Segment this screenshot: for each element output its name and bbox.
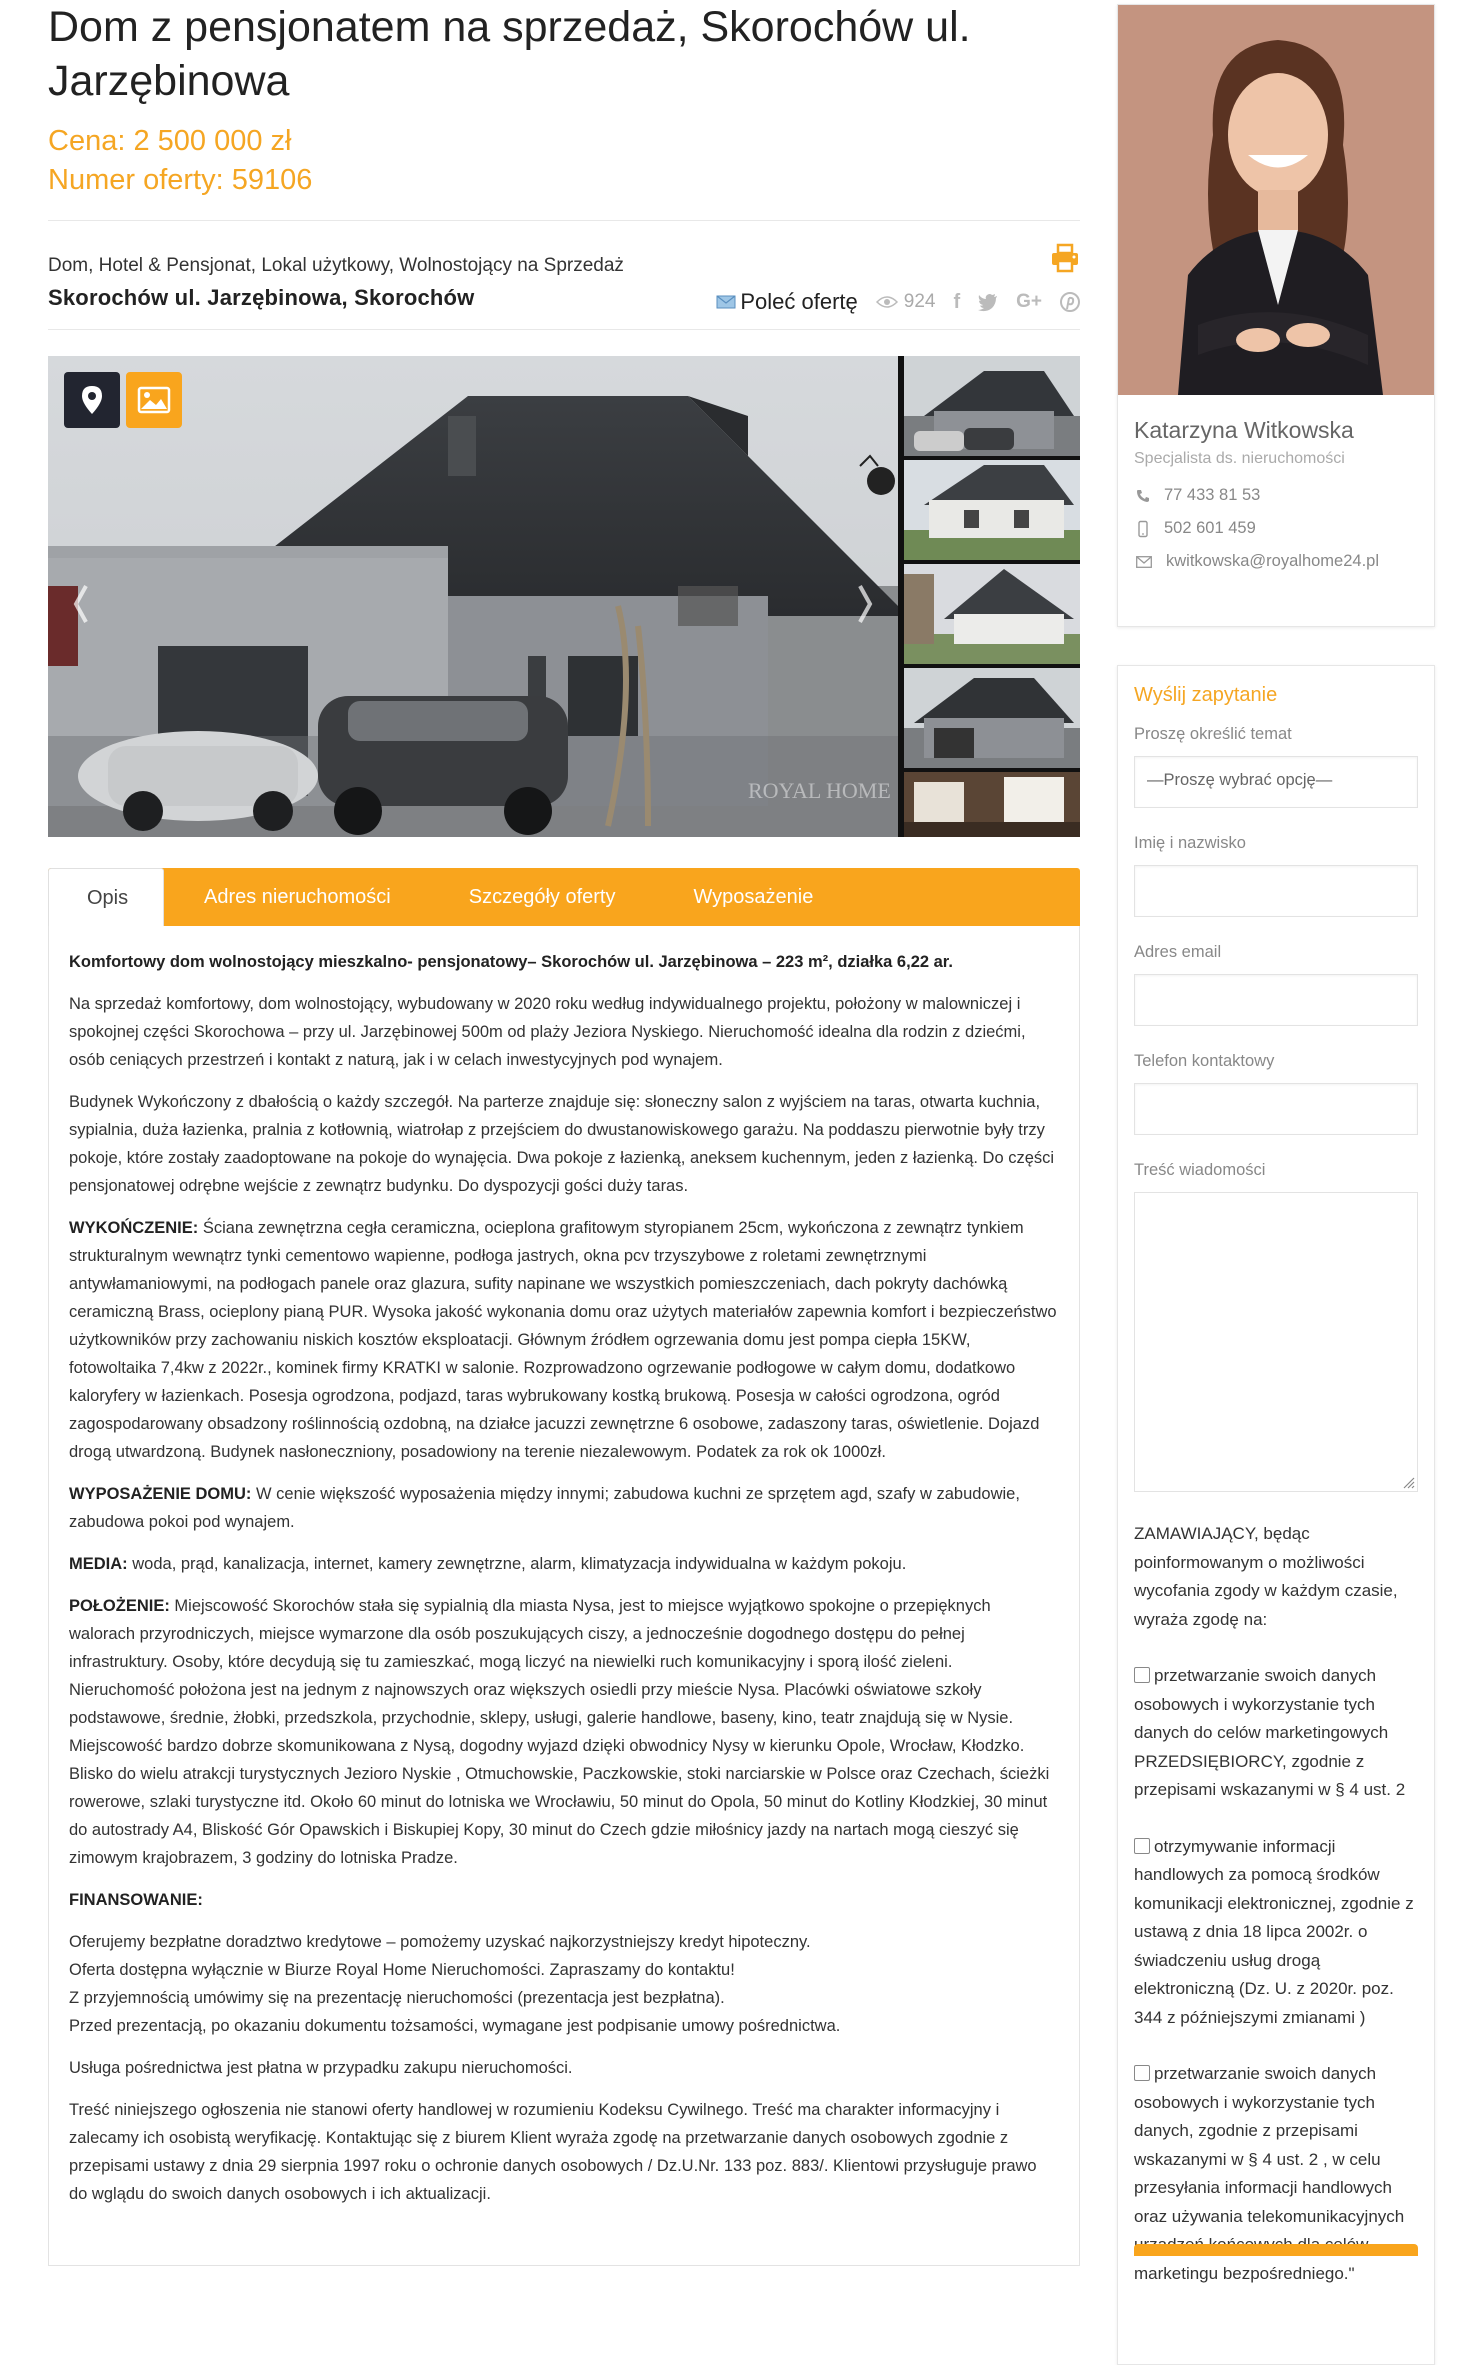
message-textarea[interactable]	[1134, 1192, 1418, 1492]
resize-handle-icon[interactable]	[1401, 1475, 1415, 1489]
message-label: Treść wiadomości	[1134, 1161, 1266, 1179]
agent-mobile-row[interactable]	[1136, 519, 1434, 538]
agent-role: Specjalista ds. nieruchomości	[1134, 450, 1345, 467]
main-photo[interactable]	[48, 356, 898, 837]
email-icon	[1136, 556, 1152, 568]
tab-details[interactable]: Szczegóły oferty	[468, 886, 616, 908]
send-button[interactable]	[1134, 2244, 1418, 2256]
recommend-offer-link[interactable]	[716, 289, 857, 315]
agent-phone: 77 433 81 53	[1164, 486, 1261, 504]
description-paragraph: Na sprzedaż komfortowy, dom wolnostojący, wybudowany w 2020 roku według indywidualnego projektu, położony w malowniczej i spokojnej części Skorochowa – przy ul. Jarzębinowej 500m od plaży Jeziora Nyskiego. Nieruchomość idealna dla rodzin z dziećmi, osób ceniących przestrzeń i kontakt z naturą, jak i w celach inwestycyjnych pod wynajem.	[69, 995, 1026, 1069]
email-input[interactable]	[1134, 974, 1418, 1026]
price: Cena: 2 500 000 zł	[48, 125, 292, 157]
disclaimer-paragraph: Treść niniejszego ogłoszenia nie stanowi oferty handlowej w rozumieniu Kodeksu Cywilnego. Treść ma charakter informacyjny i zalecamy ich osobistą weryfikację. Kontaktując się z biurem Klient wyraża zgodę na przetwarzanie danych osobowych zgodnie z przepisami ustawy z dnia 29 sierpnia 1997 roku o ochronie danych osobowych / Dz.U.Nr. 133 poz. 883/. Klientowi przysługuje prawo do wglądu do swoich danych osobowych i ich aktualizacji.	[69, 2101, 1037, 2203]
finance-label: FINANSOWANIE:	[69, 1891, 203, 1909]
media-label: MEDIA:	[69, 1555, 128, 1573]
form-title: Wyślij zapytanie	[1134, 684, 1278, 706]
thumbnail[interactable]	[904, 668, 1080, 768]
equipment-paragraph	[69, 1480, 1059, 1536]
finish-text: Ściana zewnętrzna cegła ceramiczna, ocieplona grafitowym styropianem 25cm, wykończona z zewnątrz tynkiem strukturalnym wewnątrz tynki cementowo wapienne, podłoga jastrych, okna pcv trzyszybowe z roletami zewnętrznymi antywłamaniowymi, na podłogach panele oraz glazura, sufity napinane we wszystkich pomieszczeniach, dach pokryty dachówką ceramiczną Brass, ocieplony pianą PUR. Wysoka jakość wykonania domu oraz użytych materiałów zapewnia komfort i bezpieczeństwo użytkowników przy zachowaniu niskich kosztów eksploatacji. Głównym źródłem ogrzewania domu jest pompa ciepła 15KW, fotowoltaika 7,4kw z 2022r., kominek firmy KRATKI w salonie. Rozprowadzono ogrzewanie podłogowe w całym domu, dodatkowo kaloryfery w łazienkach. Posesja ogrodzona, podjazd, taras wybrukowany kostką brukową. Posesja w całości ogrodzona, ogród zagospodarowany obsadzony roślinnością ozdobną, na działce jacuzzi zewnętrzne 6 osobowe, zadaszony taras, oświetlenie. Dojazd drogą utwardzoną. Budynek nasłoneczniony, posadowiony na terenie niezalewowym. Podatek za rok ok 1000zł.	[69, 1219, 1057, 1461]
printer-icon[interactable]	[1050, 243, 1080, 273]
image-icon[interactable]	[126, 372, 182, 428]
photo-gallery[interactable]	[48, 356, 1080, 837]
watermark: ROYAL HOME	[748, 778, 891, 803]
location-text: Miejscowość Skorochów stała się sypialnią dla miasta Nysa, jest to miejsce wyjątkowo spokojne o przepięknych walorach przyrodniczych, miejsce wymarzone dla osób poszukujących ciszy, a jednocześnie dogodnego dostępu do pełnej infrastruktury. Osoby, które decydują się tu zamieszkać, mogą liczyć na niewielki ruch komunikacyjny i sporą ilość zieleni. Nieruchomość położona jest na jednym z najnowszych oraz większych osiedli przy mieście Nysa. Placówki oświatowe szkoły podstawowe, średnie, żłobki, przedszkola, przychodnie, sklepy, usługi, galerie handlowe, baseny, kino, teatr znajdują się w Nysie. Miejscowość bardzo dobrze skomunikowana z Nysą, dogodny wyjazd dzięki obwodnicy Nysy w kierunku Opole, Wrocław, Kłodzko. Blisko do wielu atrakcji turystycznych Jezioro Nyskie , Otmuchowskie, Paczkowskie, stoki narciarskie w Polsce oraz Czechach, ścieżki rowerowe, szlaki turystyczne itd. Około 60 minut do lotniska we Wrocławiu, 50 minut do Opola, 50 minut do Kotliny Kłodzkiej, 30 minut do autostrady A4, Bliskość Gór Opawskich i Biskupiej Kopy, 30 minut do Czech gdzie miłośnicy jazdy na nartach mogą cieszyć się zimowym krajobrazem, 3 godziny do lotniska Pradze.	[69, 1597, 1050, 1867]
map-pin-icon[interactable]	[64, 372, 120, 428]
location-label: POŁOŻENIE:	[69, 1597, 170, 1615]
property-types: Dom, Hotel & Pensjonat, Lokal użytkowy, Wolnostojący na Sprzedaż	[48, 255, 624, 276]
tab-bar	[48, 868, 1080, 926]
agent-photo	[1118, 5, 1434, 395]
recommend-label: Poleć ofertę	[740, 289, 858, 314]
finance-line: Z przyjemnością umówimy się na prezentację nieruchomości (prezentacja jest bezpłatna).	[69, 1989, 725, 2007]
phone-input[interactable]	[1134, 1083, 1418, 1135]
divider	[48, 220, 1080, 221]
share-bar	[716, 289, 1080, 315]
inquiry-form	[1117, 665, 1435, 2365]
views-number: 924	[903, 291, 936, 312]
name-label: Imię i nazwisko	[1134, 834, 1246, 852]
view-count	[876, 291, 936, 313]
divider	[48, 329, 1080, 330]
google-plus-icon[interactable]: G+	[1016, 291, 1042, 312]
tab-address[interactable]: Adres nieruchomości	[204, 886, 391, 908]
consent-text: przetwarzanie swoich danych osobowych i wykorzystanie tych danych, zgodnie z przepisami wskazanymi w § 4 ust. 2 , w celu przesyłania informacji handlowych oraz używania telekomunikacyjnych marketingu bezpośredniego."	[1134, 2064, 1405, 2283]
thumbnail[interactable]	[904, 772, 1080, 837]
envelope-icon	[716, 294, 736, 310]
finance-line: Oferta dostępna wyłącznie w Biurze Royal Home Nieruchomości. Zapraszamy do kontaktu!	[69, 1961, 735, 1979]
listing-meta	[48, 235, 1080, 329]
equipment-label: WYPOSAŻENIE DOMU:	[69, 1485, 252, 1503]
description-paragraph: Budynek Wykończony z dbałością o każdy szczegół. Na parterze znajduje się: słoneczny salon z wyjściem na taras, otwarta kuchnia, sypialnia, duża łazienka, pralnia z kotłownią, wiatrołap z przejściem do dwustanowiskowego garażu. Na poddaszu pierwotnie były trzy pokoje, które zostały zaadoptowane na pokoje do wynajęcia. Dwa pokoje z łazienką, aneksem kuchennym, jeden z łazienką. Do części pensjonatowej odrębne wejście z zewnątrz budynku. Do dyspozycji gości duży taras.	[69, 1093, 1055, 1195]
fee-paragraph: Usługa pośrednictwa jest płatna w przypadku zakupu nieruchomości.	[69, 2059, 573, 2077]
finance-line: Oferujemy bezpłatne doradztwo kredytowe – pomożemy uzyskać najkorzystniejszy kredyt hipoteczny.	[69, 1933, 811, 1951]
consent-checkbox[interactable]	[1134, 1838, 1150, 1854]
email-label: Adres email	[1134, 943, 1222, 961]
consent-option-1	[1134, 1662, 1418, 1805]
property-address: Skorochów ul. Jarzębinowa, Skorochów	[48, 285, 475, 310]
phone-icon	[1136, 489, 1150, 503]
offer-number: Numer oferty: 59106	[48, 164, 313, 196]
tab-description[interactable]: Opis	[48, 868, 164, 926]
consent-checkbox[interactable]	[1134, 2065, 1150, 2081]
consent-text: przetwarzanie swoich danych osobowych i wykorzystanie tych danych do celów marketingowych PRZEDSIĘBIORCY, zgodnie z przepisami wskazanymi w § 4 ust. 2	[1134, 1666, 1406, 1799]
facebook-icon[interactable]: f	[953, 290, 961, 313]
name-input[interactable]	[1134, 865, 1418, 917]
twitter-icon[interactable]	[978, 294, 998, 311]
agent-phone-row[interactable]	[1136, 486, 1434, 505]
equipment-text: W cenie większość wyposażenia między innymi; zabudowa kuchni ze sprzętem agd, szafy w zabudowie, zabudowa pokoi pod wynajem.	[69, 1485, 1020, 1531]
finance-paragraph	[69, 1928, 1059, 2040]
tab-equipment[interactable]: Wyposażenie	[693, 886, 814, 908]
consent-intro: ZAMAWIAJĄCY, będąc poinformowanym o możliwości wycofania zgody w każdym czasie, wyraża zgodę na:	[1134, 1524, 1398, 1629]
thumbnail[interactable]	[904, 356, 1080, 456]
agent-name: Katarzyna Witkowska	[1134, 417, 1354, 443]
media-text: woda, prąd, kanalizacja, internet, kamery zewnętrzne, alarm, klimatyzacja indywidualna w każdym pokoju.	[127, 1555, 907, 1573]
thumbnail[interactable]	[904, 460, 1080, 560]
thumbnail[interactable]	[904, 564, 1080, 664]
agent-email-row[interactable]	[1136, 552, 1434, 571]
agent-email: kwitkowska@royalhome24.pl	[1166, 552, 1380, 570]
description-panel	[48, 926, 1080, 2266]
consent-text: otrzymywanie informacji handlowych za pomocą środków komunikacji elektronicznej, zgodnie z ustawą z dnia 18 lipca 2002r. o świadczeniu usług drogą elektroniczną (Dz. U. z 2020r. poz. 344 z późniejszymi zmianami )	[1134, 1836, 1414, 2027]
thumbnail-strip	[904, 356, 1080, 837]
price-block	[48, 122, 1080, 200]
subject-label: Proszę określić temat	[1134, 725, 1292, 743]
finance-line: Przed prezentacją, po okazaniu dokumentu tożsamości, wymagane jest podpisanie umowy pośrednictwa.	[69, 2017, 841, 2035]
sidebar	[1117, 4, 1435, 2365]
eye-icon	[876, 295, 898, 309]
consent-option-2	[1134, 1833, 1418, 2033]
location-paragraph	[69, 1592, 1059, 1872]
agent-card	[1117, 4, 1435, 627]
media-paragraph	[69, 1550, 1059, 1578]
finish-label: WYKOŃCZENIE:	[69, 1219, 199, 1237]
consent-checkbox[interactable]	[1134, 1667, 1150, 1683]
description-headline: Komfortowy dom wolnostojący mieszkalno- pensjonatowy– Skorochów ul. Jarzębinowa – 223 m², działka 6,22 ar.	[69, 953, 953, 971]
finish-paragraph	[69, 1214, 1059, 1466]
listing-column	[48, 0, 1080, 2203]
page-title: Dom z pensjonatem na sprzedaż, Skorochów ul. Jarzębinowa	[48, 3, 971, 105]
pinterest-icon[interactable]	[1060, 292, 1080, 312]
mobile-icon	[1136, 521, 1150, 537]
agent-mobile: 502 601 459	[1164, 519, 1256, 537]
subject-select[interactable]: —Proszę wybrać opcję—	[1134, 756, 1418, 808]
phone-label: Telefon kontaktowy	[1134, 1052, 1275, 1070]
